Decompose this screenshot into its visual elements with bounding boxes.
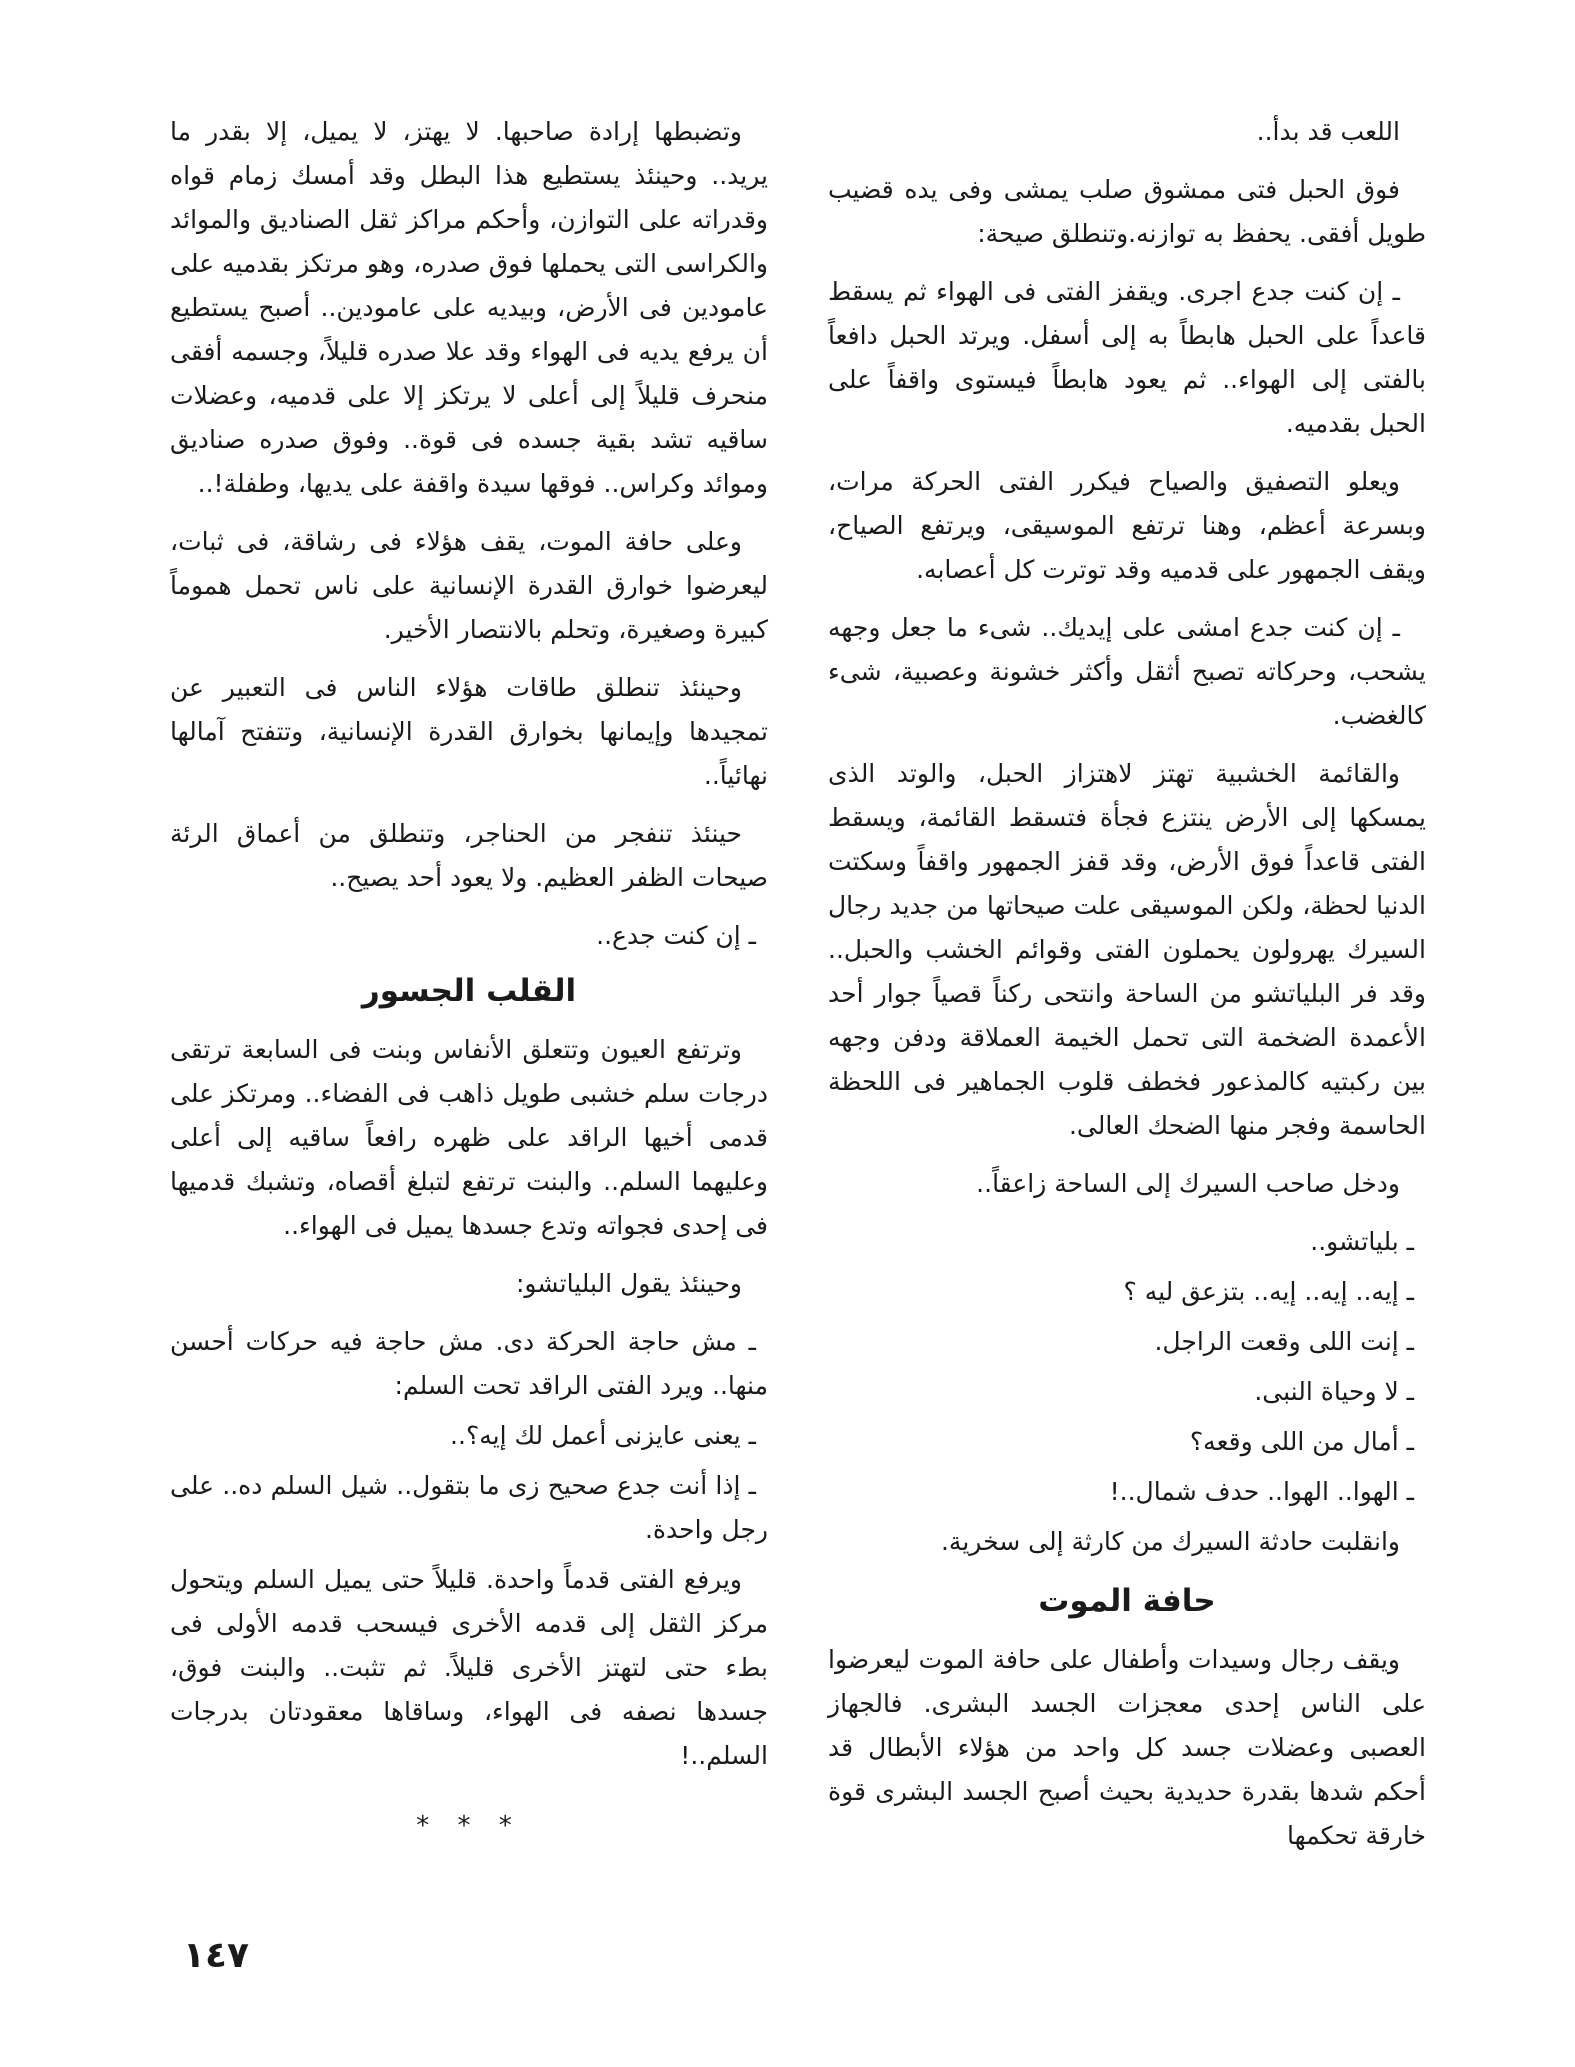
- paragraph: وحينئذ يقول البلياتشو:: [515, 1269, 742, 1298]
- paragraph: وعلى حافة الموت، يقف هؤلاء فى رشاقة، فى ثبات، ليعرضوا خوارق القدرة الإنسانية على ناس تحمل هموماً كبيرة وصغيرة، وتحلم بالانتصار الأخير.: [170, 527, 768, 644]
- dialogue-line: ـ مش حاجة الحركة دى. مش حاجة فيه حركات أحسن منها.. ويرد الفتى الراقد تحت السلم:: [170, 1327, 768, 1400]
- paragraph: اللعب قد بدأ..: [1256, 117, 1400, 146]
- dialogue-line: ـ إيه.. إيه.. إيه.. بتزعق ليه ؟: [1123, 1277, 1414, 1306]
- dialogue-line: ـ بلياتشو..: [1310, 1227, 1414, 1256]
- paragraph: وحينئذ تنطلق طاقات هؤلاء الناس فى التعبير عن تمجيدها وإيمانها بخوارق القدرة الإنسانية، وتتفتح آمالها نهائياً..: [170, 673, 768, 790]
- dialogue-line: ـ الهوا.. الهوا.. حدف شمال..!: [1109, 1477, 1414, 1506]
- paragraph: وتضبطها إرادة صاحبها. لا يهتز، لا يميل، إلا بقدر ما يريد.. وحينئذ يستطيع هذا البطل وقد أمسك زمام قواه وقدراته على التوازن، وأحكم مراكز ثقل الصناديق والموائد والكراسى التى يحملها فوق صدره، وهو مرتكز بقدميه على عامودين فى الأرض، وبيديه على عامودين.. أصبح يستطيع أن يرفع يديه فى الهواء وقد علا صدره قليلاً، وجسمه أفقى منحرف قليلاً إلى أعلى لا يرتكز إلا على قدميه، وعضلات ساقيه تشد بقية جسده فى قوة.. وفوق صدره صناديق وموائد وكراس.. فوقها سيدة واقفة على يديها، وطفلة!..: [170, 117, 768, 498]
- section-heading-death-edge: حافة الموت: [1038, 1583, 1216, 1619]
- section-separator: * * *: [416, 1811, 522, 1841]
- paragraph: والقائمة الخشبية تهتز لاهتزاز الحبل، والوتد الذى يمسكها إلى الأرض ينتزع فجأة فتسقط القائمة، ويسقط الفتى قاعداً فوق الأرض، وقد قفز الجمهور واقفاً وسكتت الدنيا لحظة، ولكن الموسيقى علت صيحاتها من جديد رجال السيرك يهرولون يحملون الفتى وقوائم الخشب والحبل.. وقد فر البلياتشو من الساحة وانتحى ركناً قصياً جوار أحد الأعمدة الضخمة التى تحمل الخيمة العملاقة ودفن وجهه بين ركبتيه كالمذعور فخطف قلوب الجماهير فى اللحظة الحاسمة وفجر منها الضحك العالى.: [828, 759, 1426, 1140]
- page-number: ١٤٧: [183, 1935, 249, 1976]
- paragraph: ويرفع الفتى قدماً واحدة. قليلاً حتى يميل السلم ويتحول مركز الثقل إلى قدمه الأخرى فيسحب قدمه الأولى فى بطء حتى لتهتز الأخرى قليلاً. ثم تثبت.. والبنت فوق، جسدها نصفه فى الهواء، وساقاها معقودتان بدرجات السلم..!: [170, 1565, 768, 1770]
- dialogue-line: ـ إذا أنت جدع صحيح زى ما بتقول.. شيل السلم ده.. على رجل واحدة.: [170, 1471, 768, 1544]
- paragraph: ـ إن كنت جدع امشى على إيديك.. شىء ما جعل وجهه يشحب، وحركاته تصبح أثقل وأكثر خشونة وعصبية، شىء كالغضب.: [828, 613, 1426, 730]
- paragraph: ويقف رجال وسيدات وأطفال على حافة الموت ليعرضوا على الناس إحدى معجزات الجسد البشرى. فالجهاز العصبى وعضلات جسد كل واحد من هؤلاء الأبطال قد أحكم شدها بقدرة حديدية بحيث أصبح الجسد البشرى قوة خارقة تحكمها: [828, 1645, 1426, 1850]
- left-column: [170, 110, 768, 1848]
- right-column: [828, 110, 1426, 1872]
- paragraph: ـ إن كنت جدع اجرى. ويقفز الفتى فى الهواء ثم يسقط قاعداً على الحبل هابطاً به إلى أسفل. ويرتد الحبل دافعاً بالفتى إلى الهواء.. ثم يعود هابطاً فيستوى واقفاً على الحبل بقدميه.: [828, 277, 1426, 438]
- dialogue-line: ـ إن كنت جدع..: [596, 921, 756, 950]
- paragraph: فوق الحبل فتى ممشوق صلب يمشى وفى يده قضيب طويل أفقى. يحفظ به توازنه.وتنطلق صيحة:: [828, 175, 1426, 248]
- paragraph: حينئذ تنفجر من الحناجر، وتنطلق من أعماق الرئة صيحات الظفر العظيم. ولا يعود أحد يصيح..: [170, 819, 768, 892]
- paragraph: ودخل صاحب السيرك إلى الساحة زاعقاً..: [976, 1169, 1400, 1198]
- paragraph: ويعلو التصفيق والصياح فيكرر الفتى الحركة مرات، وبسرعة أعظم، وهنا ترتفع الموسيقى، ويرتفع الصياح، ويقف الجمهور على قدميه وقد توترت كل أعصابه.: [828, 467, 1426, 584]
- dialogue-line: ـ إنت اللى وقعت الراجل.: [1154, 1327, 1414, 1356]
- section-heading-brave-heart: القلب الجسور: [361, 973, 577, 1009]
- paragraph: وانقلبت حادثة السيرك من كارثة إلى سخرية.: [940, 1527, 1400, 1556]
- paragraph: وترتفع العيون وتتعلق الأنفاس وبنت فى السابعة ترتقى درجات سلم خشبى طويل ذاهب فى الفضاء.. ومرتكز على قدمى أخيها الراقد على ظهره رافعاً ساقيه إلى أعلى وعليهما السلم.. والبنت ترتفع لتبلغ أقصاه، وتشبك قدميها فى إحدى فجواته وتدع جسدها يميل فى الهواء..: [170, 1035, 768, 1240]
- dialogue-line: ـ أمال من اللى وقعه؟: [1189, 1427, 1414, 1456]
- dialogue-line: ـ لا وحياة النبى.: [1254, 1377, 1414, 1406]
- dialogue-line: ـ يعنى عايزنى أعمل لك إيه؟..: [450, 1421, 756, 1450]
